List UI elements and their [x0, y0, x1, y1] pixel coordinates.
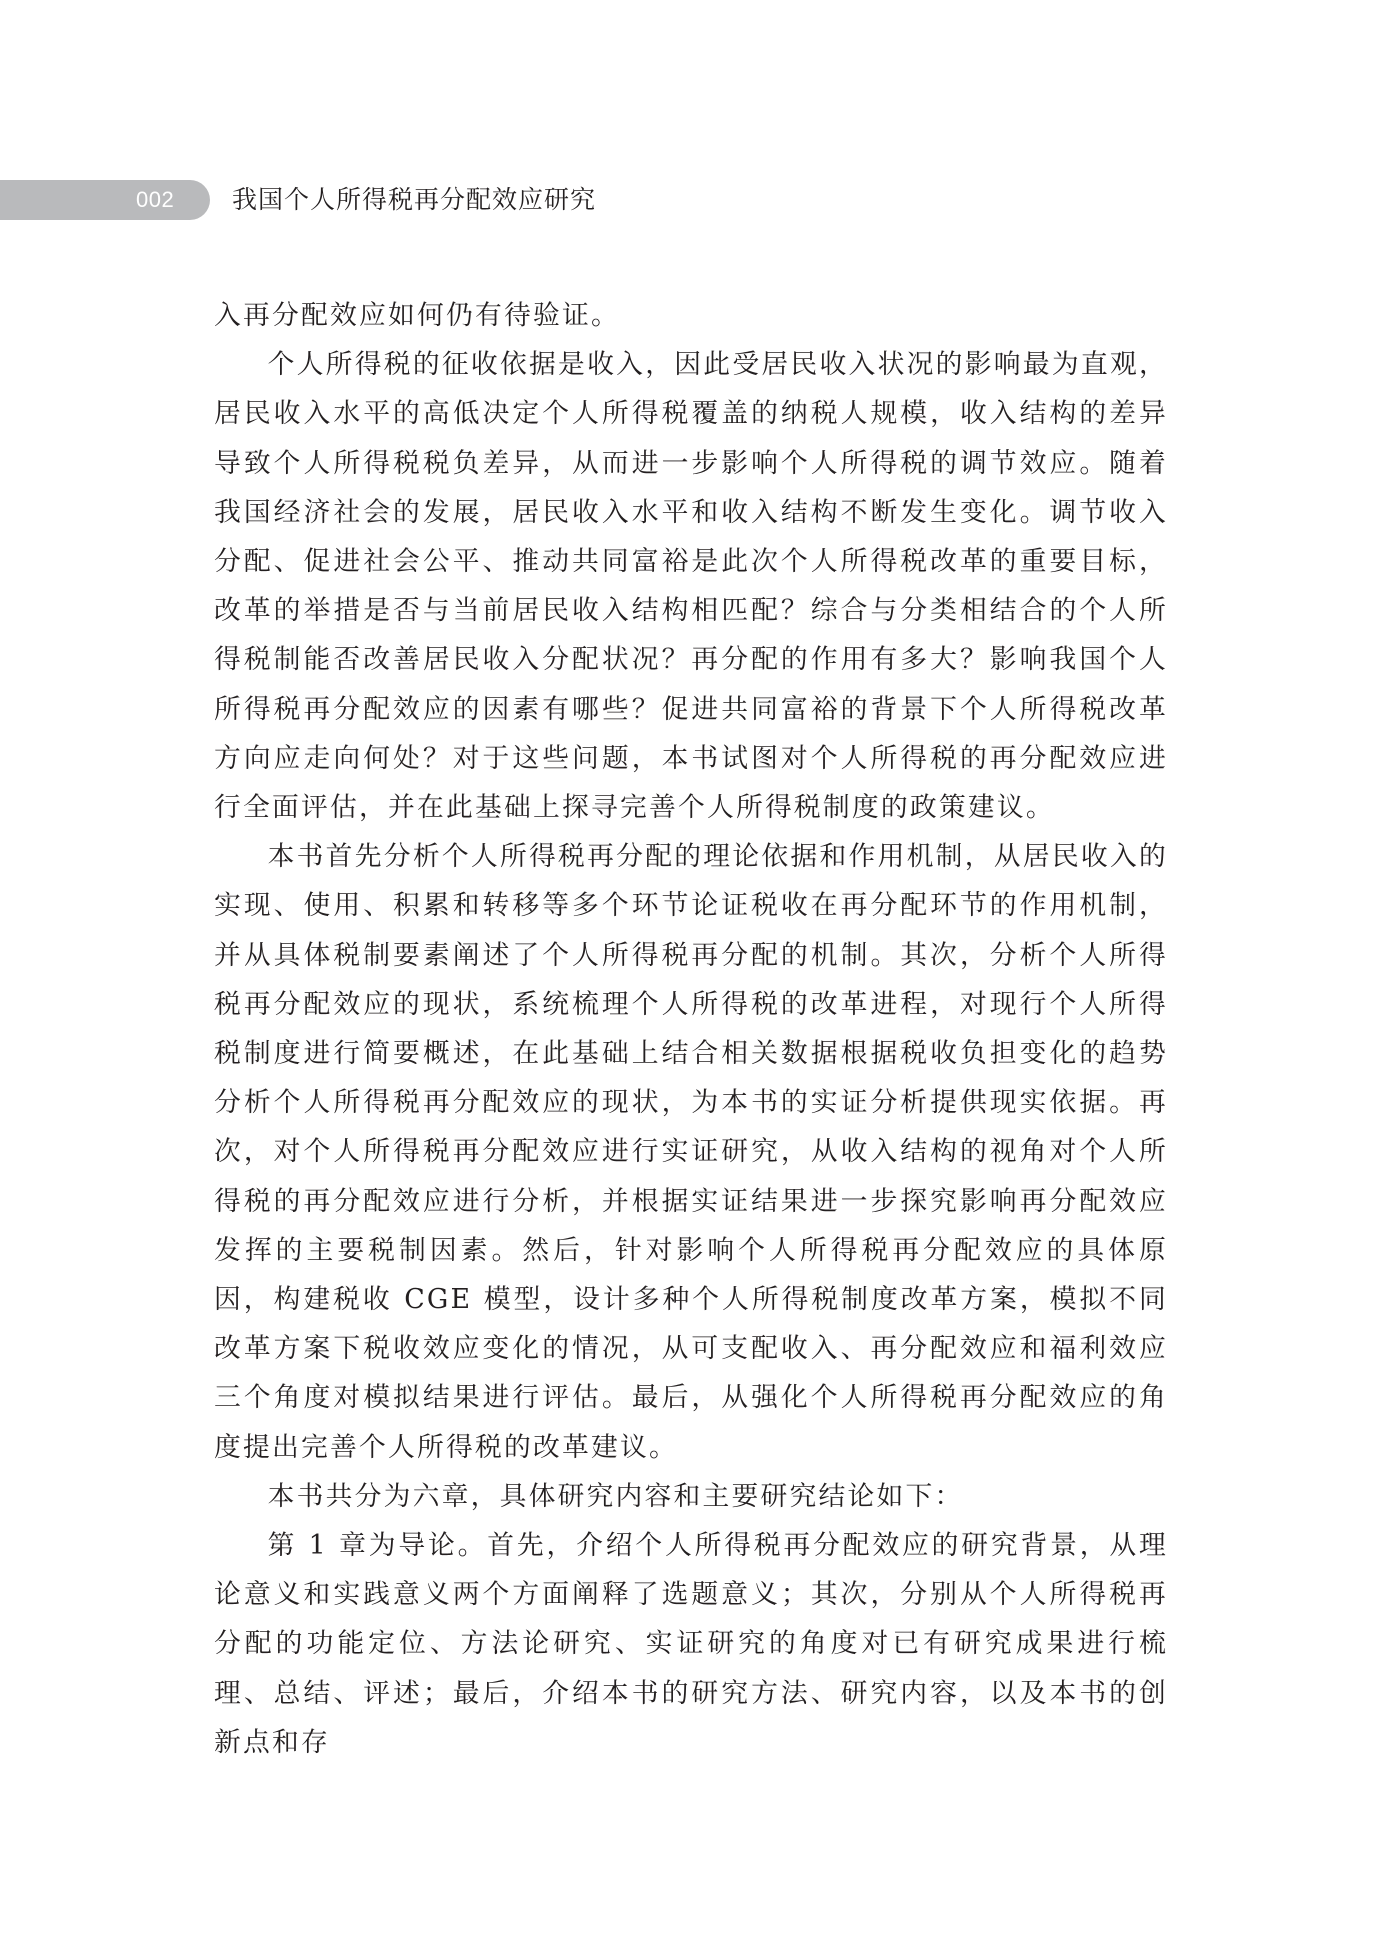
running-title: 我国个人所得税再分配效应研究	[232, 185, 597, 214]
paragraph-continuation: 入再分配效应如何仍有待验证。	[214, 300, 620, 331]
page-header	[0, 180, 1385, 220]
paragraph: 本书共分为六章，具体研究内容和主要研究结论如下：	[267, 1480, 964, 1512]
paragraph: 第 1 章为导论。首先，介绍个人所得税再分配效应的研究背景，从理论意义和实践意义两个方面阐释了选题意义；其次，分别从个人所得税再分配的功能定位、方法论研究、实证研究的角度对已有研究成果进行梳理、总结、评述；最后，介绍本书的研究方法、研究内容，以及本书的创新点和存	[214, 1530, 1168, 1758]
page-number-tab	[0, 180, 210, 220]
paragraph: 个人所得税的征收依据是收入，因此受居民收入状况的影响最为直观，居民收入水平的高低决定个人所得税覆盖的纳税人规模，收入结构的差异导致个人所得税税负差异，从而进一步影响个人所得税的调节效应。随着我国经济社会的发展，居民收入水平和收入结构不断发生变化。调节收入分配、促进社会公平、推动共同富裕是此次个人所得税改革的重要目标，改革的举措是否与当前居民收入结构相匹配？综合与分类相结合的个人所得税制能否改善居民收入分配状况？再分配的作用有多大？影响我国个人所得税再分配效应的因素有哪些？促进共同富裕的背景下个人所得税改革方向应走向何处？对于这些问题，本书试图对个人所得税的再分配效应进行全面评估，并在此基础上探寻完善个人所得税制度的政策建议。	[214, 349, 1168, 824]
paragraph: 本书首先分析个人所得税再分配的理论依据和作用机制，从居民收入的实现、使用、积累和转移等多个环节论证税收在再分配环节的作用机制，并从具体税制要素阐述了个人所得税再分配的机制。其次，分析个人所得税再分配效应的现状，系统梳理个人所得税的改革进程，对现行个人所得税制度进行简要概述，在此基础上结合相关数据根据税收负担变化的趋势分析个人所得税再分配效应的现状，为本书的实证分析提供现实依据。再次，对个人所得税再分配效应进行实证研究，从收入结构的视角对个人所得税的再分配效应进行分析，并根据实证结果进一步探究影响再分配效应发挥的主要税制因素。然后，针对影响个人所得税再分配效应的具体原因，构建税收 CGE 模型，设计多种个人所得税制度改革方案，模拟不同改革方案下税收效应变化的情况，从可支配收入、再分配效应和福利效应三个角度对模拟结果进行评估。最后，从强化个人所得税再分配效应的角度提出完善个人所得税的改革建议。	[214, 841, 1168, 1463]
body-text	[214, 291, 1168, 1767]
page-number: 002	[136, 187, 175, 212]
